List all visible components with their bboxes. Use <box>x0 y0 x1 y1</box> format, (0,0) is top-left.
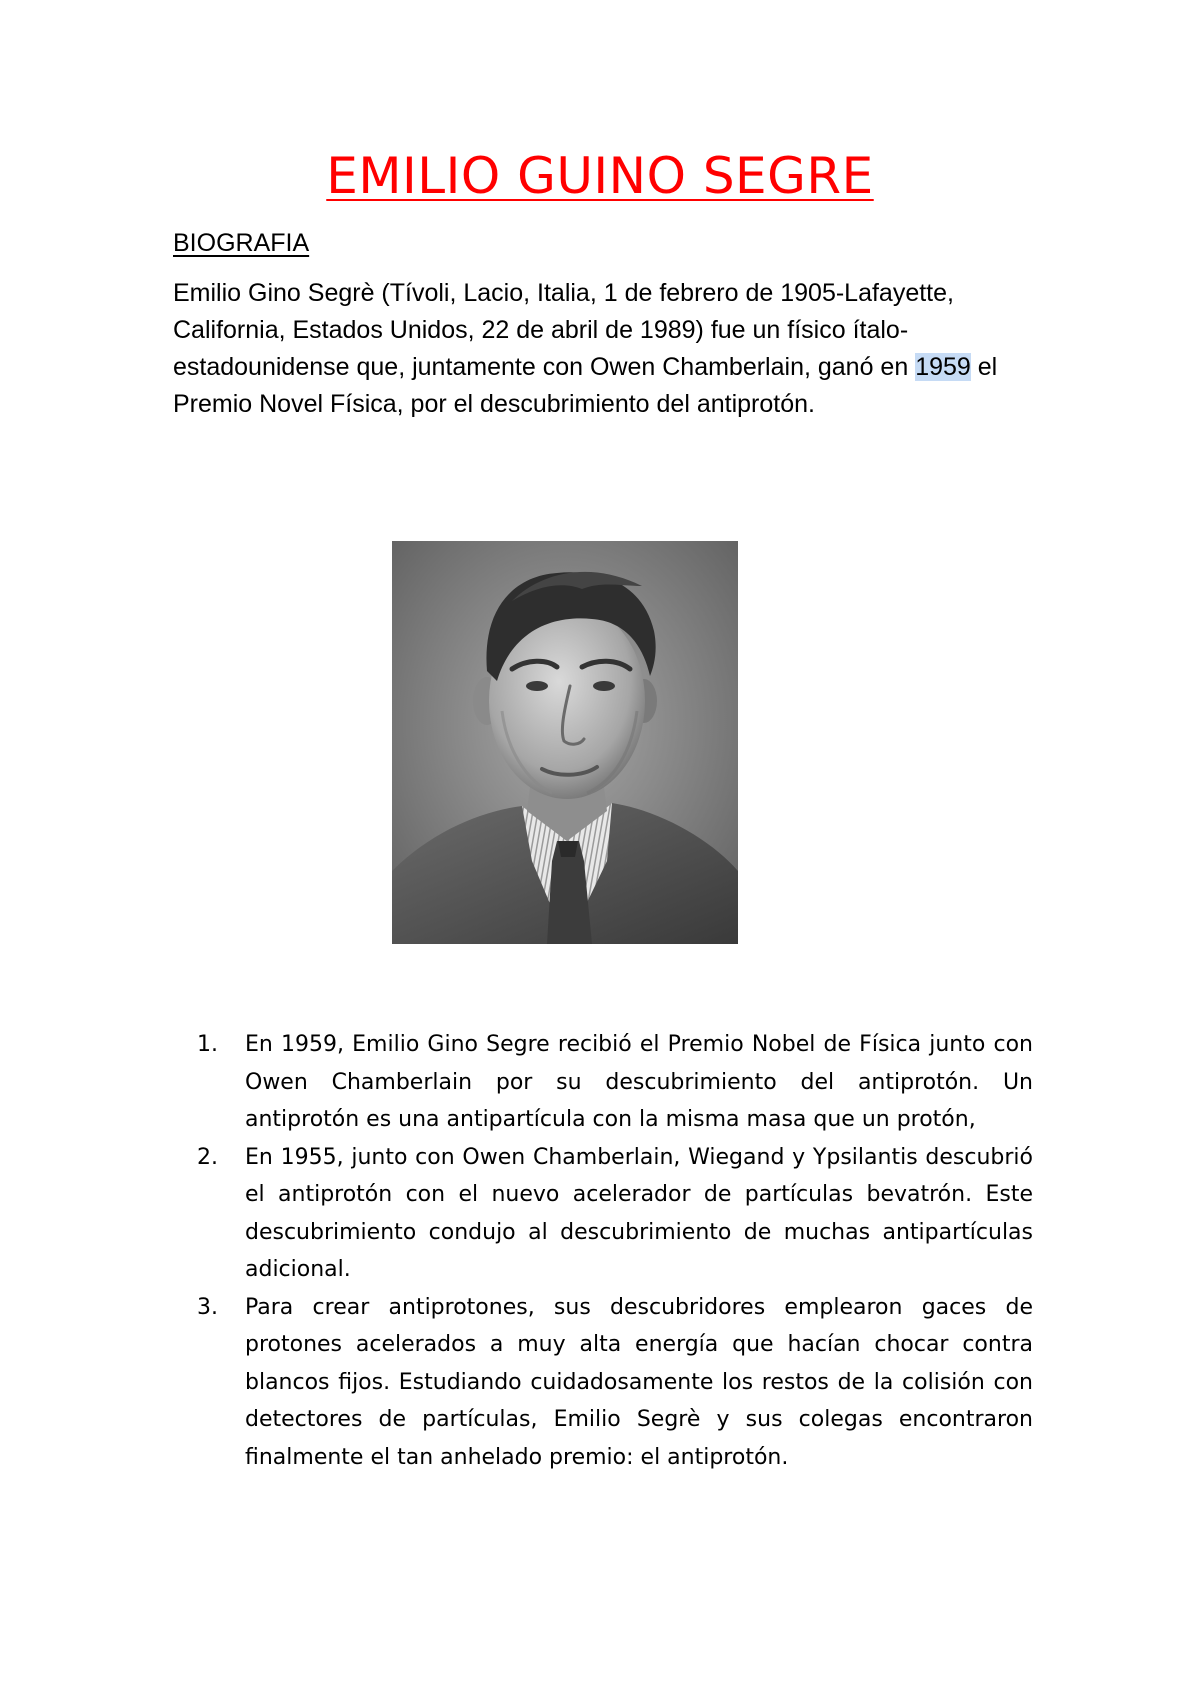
portrait-photo <box>392 541 738 944</box>
list-item <box>197 1026 1033 1139</box>
list-item-text: Para crear antiprotones, sus descubridores emplearon gaces de protones acelerados a muy alta energía que hacían chocar contra blancos fijos. Estudiando cuidadosamente los restos de la colisión con detectores de partículas, Emilio Segrè y sus colegas encontraron finalmente el tan anhelado premio: el antiprotón. <box>245 1294 1033 1470</box>
bio-text-start: Emilio Gino Segrè (Tívoli, Lacio, Italia, 1 de febrero de 1905-Lafayette, California, Estados Unidos, 22 de abril de 1989) fue un físico ítalo-estadounidense que, juntamente con Owen Chamberlain, ganó en <box>173 279 954 381</box>
list-item-number: 3. <box>197 1294 218 1320</box>
list-item <box>197 1139 1033 1289</box>
highlighted-year: 1959 <box>915 353 971 381</box>
biography-paragraph <box>173 275 1053 423</box>
list-item-number: 1. <box>197 1032 218 1057</box>
section-heading-biografia: BIOGRAFIA <box>173 229 310 257</box>
portrait-image <box>392 541 738 944</box>
bio-text-end: el Premio Novel Física, por el descubrimiento del antiprotón. <box>173 353 998 418</box>
list-item-number: 2. <box>197 1144 218 1170</box>
list-item <box>197 1289 1033 1477</box>
list-item-text: En 1959, Emilio Gino Segre recibió el Premio Nobel de Física junto con Owen Chamberlain por su descubrimiento del antiprotón. Un antiprotón es una antipartícula con la misma masa que un protón, <box>245 1032 1033 1132</box>
list-item-text: En 1955, junto con Owen Chamberlain, Wiegand y Ypsilantis descubrió el antiprotón con el nuevo acelerador de partículas bevatrón. Este descubrimiento condujo al descubrimiento de muchas antipartículas adicional. <box>245 1144 1033 1282</box>
document-title: EMILIO GUINO SEGRE <box>326 147 874 205</box>
facts-list <box>197 1026 1033 1476</box>
